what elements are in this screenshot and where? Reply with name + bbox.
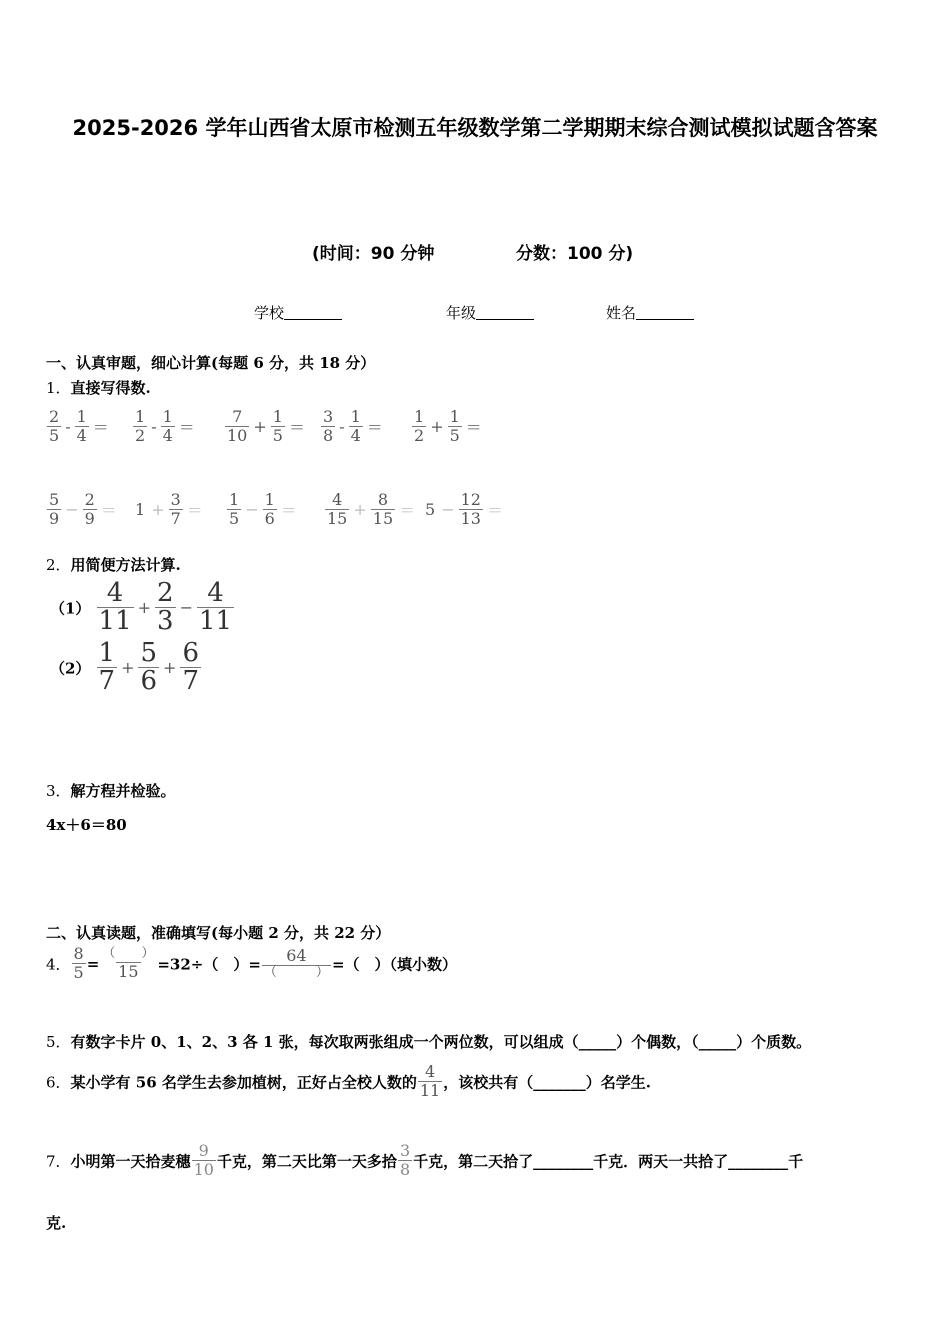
question-text: 有数字卡片 0、1、2、3 各 1 张，每次取两张组成一个两位数，可以组成（_____）个偶数，（_____）个质数。 [70,1033,812,1051]
simplify-part-1: （1） $\frac{4}{11}$ + $\frac{2}{3}$ − $\frac{4}{11}$ [50,578,233,637]
section1-heading: 一、认真审题，细心计算(每题 6 分，共 18 分） [46,354,376,372]
question-number: 5． [46,1033,71,1051]
part-label: （1） [50,599,91,618]
grade-blank[interactable] [476,305,534,320]
question-7-continued: 克. [46,1214,67,1232]
school-label: 学校 [254,304,285,322]
question-text: 直接写得数. [70,379,151,397]
section2-heading: 二、认真读题，准确填写(每小题 2 分，共 22 分） [46,924,391,942]
school-field [254,302,342,323]
question-2 [46,554,181,575]
calc-item: 5 − $\frac{12}{13}$ ＝ [425,490,503,529]
question-6: 6．某小学有 56 名学生去参加植树，正好占全校人数的 $\frac{4}{11}$ ，该校共有（_______）名学生. [46,1062,651,1101]
calc-item: $\frac{4}{15}$ + $\frac{8}{15}$ ＝ [327,490,416,529]
question-text: 解方程并检验。 [70,782,176,800]
question-4: 4． $\frac{8}{5}$ = $\frac{( )}{15}$ =32÷（ ）= $\frac{64}{( )}$ =（ ）（填小数） [46,944,458,983]
question-text: 用简便方法计算. [70,556,181,574]
question-1 [46,377,151,398]
equation: 4x＋6＝80 [46,816,127,834]
calc-item: $\frac{2}{5}$ - $\frac{1}{4}$ ＝ [49,407,109,446]
calc-item: $\frac{1}{2}$ + $\frac{1}{5}$ ＝ [414,407,482,446]
grade-label: 年级 [446,304,477,322]
calc-item: $\frac{1}{5}$ − $\frac{1}{6}$ ＝ [229,490,297,529]
simplify-part-2: （2） $\frac{1}{7}$ + $\frac{5}{6}$ + $\frac{6}{7}$ [50,638,199,697]
question-number: 1． [46,379,71,397]
calc-item: $\frac{1}{2}$ - $\frac{1}{4}$ ＝ [135,407,195,446]
document-title: 2025-2026 学年山西省太原市检测五年级数学第二学期期末综合测试模拟试题含答案 [72,116,878,140]
part-label: （2） [50,659,91,678]
calc-item: $\frac{7}{10}$ + $\frac{1}{5}$ ＝ [227,407,305,446]
question-number: 6． [46,1073,71,1092]
question-number: 4． [46,955,71,974]
question-5 [46,1031,811,1052]
school-blank[interactable] [284,305,342,320]
grade-field [446,302,534,323]
calc-item: 1 + $\frac{3}{7}$ ＝ [135,490,203,529]
question-number: 2． [46,556,71,574]
calc-item: $\frac{3}{8}$ - $\frac{1}{4}$ ＝ [323,407,383,446]
question-number: 7． [46,1152,71,1171]
exam-score: 分数：100 分) [516,244,634,264]
question-3 [46,780,176,801]
question-number: 3． [46,782,71,800]
question-7: 7．小明第一天拾麦穗 $\frac{9}{10}$ 千克，第二天比第一天多拾 $\frac{3}{8}$ 千克，第二天拾了________千克．两天一共拾了________千 [46,1141,804,1180]
name-blank[interactable] [636,305,694,320]
name-field [606,302,694,323]
calc-item: $\frac{5}{9}$ − $\frac{2}{9}$ ＝ [49,490,117,529]
name-label: 姓名 [606,304,637,322]
exam-time: (时间：90 分钟 [312,244,435,264]
